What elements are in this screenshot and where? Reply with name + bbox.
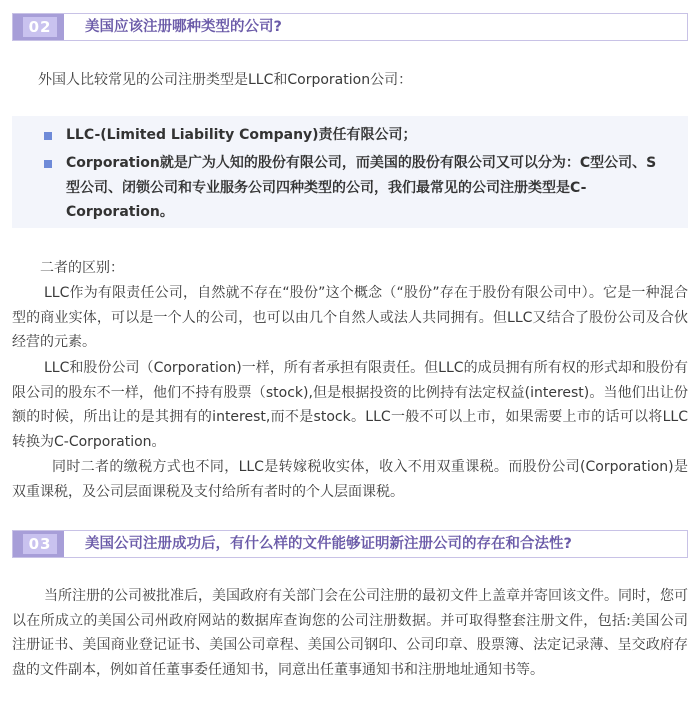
paragraph-llc-ownership: LLC和股份公司（Corporation)一样，所有者承担有限责任。但LLC的成员拥有所有权的形式却和股份有限公司的股东不一样，他们不持有股票（stock),但是根据投资的比例持有法定权益(interest)。当他们出让份额的时候，所出让的是其拥有的interest,而不是stock。LLC一般不可以上市，如果需要上市的话可以将LLC转换为C-Corporation。 <box>12 360 688 450</box>
section-number: 03 <box>23 534 57 554</box>
section-header-02 <box>12 13 688 41</box>
section-number-badge <box>13 531 64 557</box>
bullet-square-icon <box>44 160 52 168</box>
paragraph-tax: 同时二者的缴税方式也不同，LLC是转嫁税收实体，收入不用双重课税。而股份公司(Corporation)是双重课税，及公司层面课税及支付给所有者时的个人层面课税。 <box>12 459 688 500</box>
section-title: 美国应该注册哪种类型的公司? <box>85 19 282 35</box>
bullet-text-llc: LLC-(Limited Liability Company)责任有限公司； <box>66 127 417 143</box>
section-header-03 <box>12 530 688 558</box>
section-number: 02 <box>23 17 57 37</box>
bullet-text-corporation: Corporation就是广为人知的股份有限公司，而美国的股份有限公司又可以分为：C型公司、S型公司、闭锁公司和专业服务公司四种类型的公司，我们最常见的公司注册类型是C-Corporation。 <box>66 155 657 220</box>
intro-text: 外国人比较常见的公司注册类型是LLC和Corporation公司： <box>38 72 413 88</box>
section-title: 美国公司注册成功后，有什么样的文件能够证明新注册公司的存在和合法性? <box>85 536 572 552</box>
paragraph-registration-documents: 当所注册的公司被批准后，美国政府有关部门会在公司注册的最初文件上盖章并寄回该文件。同时，您可以在所成立的美国公司州政府网站的数据库查询您的公司注册数据。并可取得整套注册文件，包括:美国公司注册证书、美国商业登记证书、美国公司章程、美国公司钢印、公司印章、股票簿、法定记录薄、呈交政府存盘的文件副本，例如首任董事委任通知书，同意出任董事通知书和注册地址通知书等。 <box>12 588 688 678</box>
difference-label: 二者的区别： <box>40 260 124 276</box>
section-number-badge <box>13 14 64 40</box>
bullet-square-icon <box>44 132 52 140</box>
paragraph-llc-nature: LLC作为有限责任公司，自然就不存在“股份”这个概念（“股份”存在于股份有限公司中）。它是一种混合型的商业实体，可以是一个人的公司，也可以由几个自然人或法人共同拥有。但LLC又结合了股份公司及合伙经营的元素。 <box>12 285 688 350</box>
company-types-box <box>12 116 688 228</box>
